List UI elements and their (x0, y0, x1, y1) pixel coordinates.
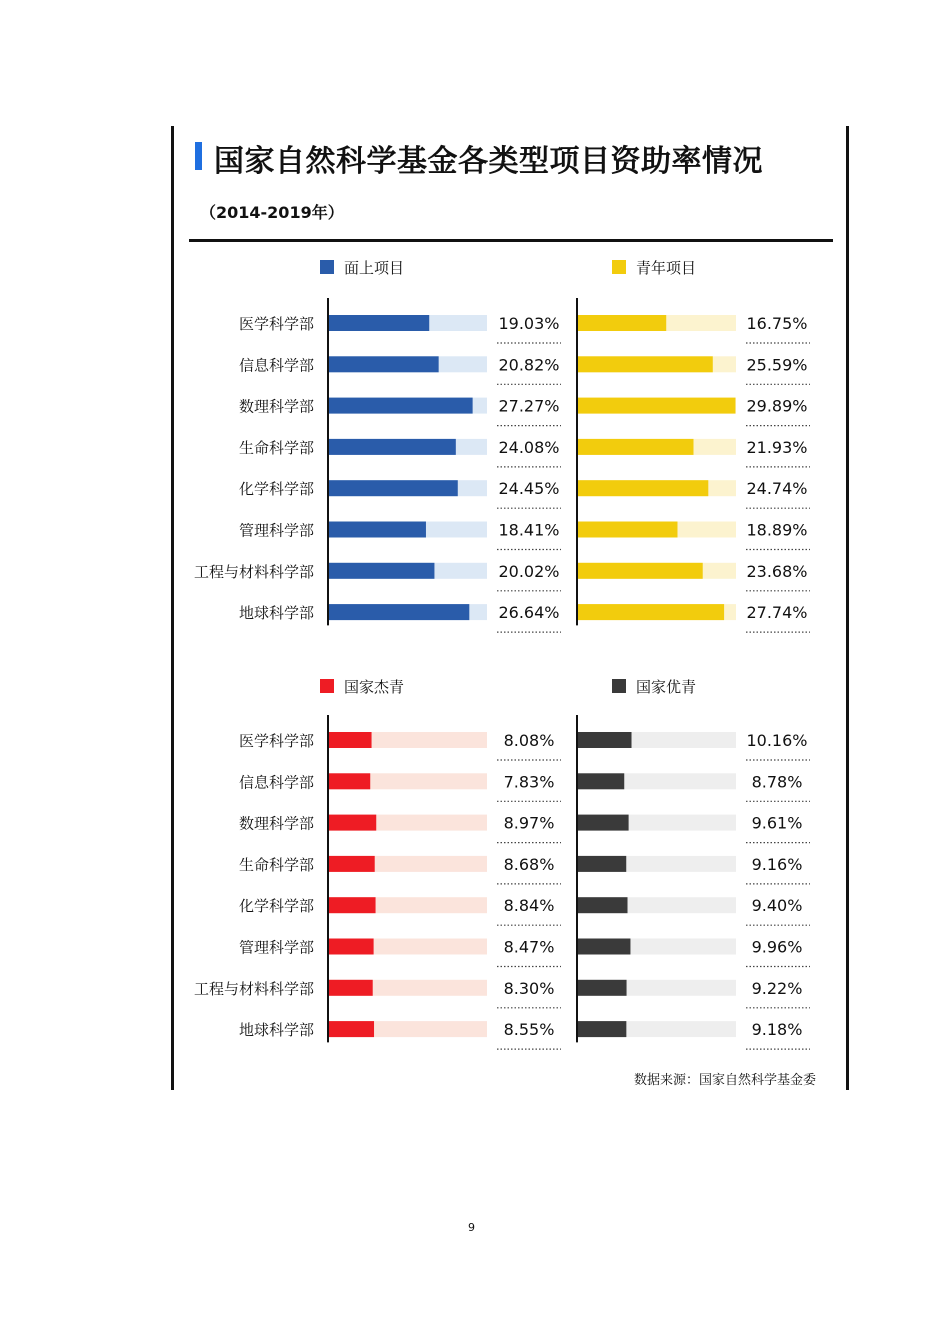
data-label: 9.61% (751, 813, 803, 833)
data-label: 27.27% (498, 396, 560, 416)
category-label: 地球科学部 (238, 1021, 314, 1040)
bar (578, 897, 628, 913)
bar (578, 480, 708, 496)
category-label: 生命科学部 (238, 855, 314, 874)
data-label: 8.84% (503, 896, 555, 916)
data-label: 8.08% (503, 731, 555, 750)
category-label: 化学科学部 (238, 897, 314, 916)
data-label: 10.16% (746, 731, 808, 750)
bar (578, 1021, 626, 1037)
data-label: 8.47% (503, 937, 555, 957)
data-label: 29.89% (746, 396, 808, 416)
bar (329, 773, 370, 789)
data-label: 9.40% (751, 896, 803, 916)
category-label: 信息科学部 (238, 356, 314, 375)
bar (578, 522, 677, 538)
category-label: 生命科学部 (238, 438, 314, 457)
bar (329, 732, 372, 748)
legend-swatch (612, 260, 626, 274)
page-title: 国家自然科学基金各类型项目资助率情况 (214, 144, 763, 179)
bar (578, 732, 632, 748)
legend-swatch (320, 679, 334, 693)
data-label: 7.83% (503, 772, 555, 792)
data-label: 23.68% (746, 561, 808, 581)
bar (578, 815, 629, 831)
bar (329, 815, 376, 831)
bar (578, 356, 713, 372)
data-label: 9.22% (751, 978, 803, 998)
data-label: 24.45% (498, 479, 560, 499)
bar (329, 563, 434, 579)
bar (578, 439, 693, 455)
data-label: 16.75% (746, 314, 808, 333)
bar (578, 939, 630, 955)
data-label: 9.18% (751, 1020, 803, 1040)
category-label: 医学科学部 (238, 732, 314, 750)
data-label: 19.03% (498, 314, 560, 333)
bar (329, 398, 473, 414)
category-label: 管理科学部 (238, 938, 314, 957)
data-label: 18.89% (746, 520, 808, 540)
data-source: 数据来源：国家自然科学基金委 (634, 1073, 817, 1088)
category-label: 化学科学部 (238, 480, 314, 499)
bar (578, 398, 735, 414)
bar (329, 856, 375, 872)
bar (578, 315, 666, 331)
bar (578, 604, 724, 620)
category-label: 管理科学部 (238, 521, 314, 540)
data-label: 20.02% (498, 561, 560, 581)
bar (578, 980, 627, 996)
legend-swatch (320, 260, 334, 274)
category-label: 数理科学部 (238, 397, 314, 416)
legend-swatch (612, 679, 626, 693)
bar (329, 604, 469, 620)
legend-label: 面上项目 (344, 259, 405, 277)
bar (329, 315, 429, 331)
data-label: 8.55% (503, 1020, 555, 1040)
data-label: 8.68% (503, 854, 555, 874)
bar (329, 939, 374, 955)
data-label: 21.93% (746, 437, 808, 457)
category-label: 工程与材料科学部 (193, 979, 314, 998)
bar (578, 856, 626, 872)
data-label: 20.82% (498, 355, 560, 375)
data-label: 18.41% (498, 520, 560, 540)
legend-label: 国家优青 (636, 678, 697, 696)
data-label: 25.59% (746, 355, 808, 375)
data-label: 27.74% (746, 603, 808, 623)
bar (329, 480, 458, 496)
category-label: 工程与材料科学部 (193, 562, 314, 581)
category-label: 医学科学部 (238, 315, 314, 333)
category-label: 数理科学部 (238, 814, 314, 833)
bar (329, 1021, 374, 1037)
bar (329, 522, 426, 538)
data-label: 26.64% (498, 603, 560, 623)
page-subtitle: （2014-2019年） (200, 203, 344, 222)
data-label: 24.74% (746, 479, 808, 499)
legend-label: 青年项目 (636, 259, 697, 277)
data-label: 8.97% (503, 813, 555, 833)
data-label: 9.96% (751, 937, 803, 957)
bar (578, 773, 624, 789)
page-number: 9 (468, 1221, 475, 1234)
bar (329, 897, 376, 913)
bar (329, 439, 456, 455)
category-label: 信息科学部 (238, 773, 314, 792)
data-label: 8.30% (503, 978, 555, 998)
data-label: 24.08% (498, 437, 560, 457)
bar (329, 356, 439, 372)
data-label: 8.78% (751, 772, 803, 792)
legend-label: 国家杰青 (344, 678, 405, 696)
bar (329, 980, 373, 996)
data-label: 9.16% (751, 854, 803, 874)
bar (578, 563, 703, 579)
category-label: 地球科学部 (238, 604, 314, 623)
